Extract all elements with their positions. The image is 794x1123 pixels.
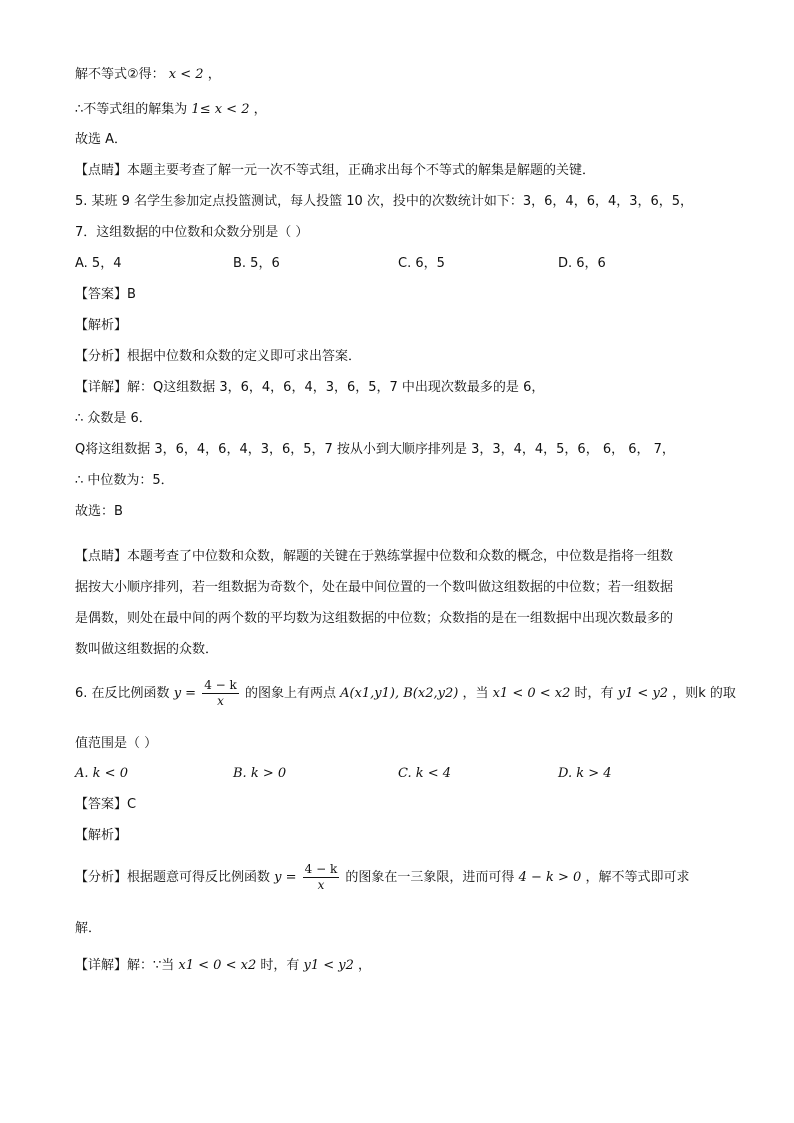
text: ∴不等式组的解集为	[75, 102, 188, 117]
text: 6. 在反比例函数	[75, 686, 170, 701]
math: x < 2	[168, 67, 204, 82]
q5-option-d: D. 6，6	[558, 256, 606, 271]
q6-jiexi: 【解析】	[75, 828, 128, 843]
q6-fenxi-2: 解．	[75, 921, 102, 936]
fraction-denominator: x	[317, 878, 325, 892]
fraction	[202, 678, 239, 709]
question-5-stem: 5. 某班 9 名学生参加定点投篮测试，每人投篮 10 次，投中的次数统计如下：3，6，4，6，4，3，6，5，	[75, 194, 694, 209]
question-6-stem-2: 值范围是（ ）	[75, 736, 158, 751]
text: ，	[207, 67, 221, 82]
question-6-stem	[75, 678, 736, 709]
math: x1 < 0 < x2	[178, 958, 257, 973]
math: 1≤ x < 2	[191, 102, 250, 117]
math: x1 < 0 < x2	[492, 686, 571, 701]
text-line: 故选 A．	[75, 132, 128, 147]
q6-answer: 【答案】C	[75, 797, 137, 812]
q5-dianjing-3: 是偶数，则处在最中间的两个数的平均数为这组数据的中位数；众数指的是在一组数据中出现次数最多的	[75, 611, 674, 626]
math: 4 − k > 0	[518, 870, 582, 885]
text-line	[75, 101, 267, 119]
q5-sorted: Q将这组数据 3，6，4，6，4，3，6，5，7 按从小到大顺序排列是 3，3，4，4，5，6， 6， 6， 7，	[75, 442, 675, 457]
q5-choose: 故选：B	[75, 504, 123, 519]
q6-xiangjie	[75, 957, 371, 975]
text: 【详解】解：∵当	[75, 958, 175, 973]
math: y1 < y2	[303, 958, 354, 973]
q5-option-a: A. 5，4	[75, 256, 122, 271]
text: 的图象上有两点	[244, 686, 336, 701]
text: 时，有	[574, 686, 614, 701]
question-5-stem-2: 7．这组数据的中位数和众数分别是（ ）	[75, 225, 309, 240]
q5-jiexi: 【解析】	[75, 318, 128, 333]
text: 解不等式②得：	[75, 67, 165, 82]
q5-option-b: B. 5，6	[233, 256, 280, 271]
text: ，解不等式即可求	[585, 870, 690, 885]
q6-option-d: D. k > 4	[558, 766, 612, 781]
math: y1 < y2	[617, 686, 669, 701]
q6-fenxi	[75, 862, 689, 893]
q5-mode: ∴ 众数是 6．	[75, 411, 152, 426]
q6-option-c: C. k < 4	[398, 766, 452, 781]
text: ，	[358, 958, 372, 973]
q5-dianjing-4: 数叫做这组数据的众数．	[75, 642, 219, 657]
q5-xiangjie: 【详解】解：Q这组数据 3，6，4，6，4，3，6，5，7 中出现次数最多的是 6，	[75, 380, 545, 395]
math: y =	[274, 870, 297, 885]
q5-fenxi: 【分析】根据中位数和众数的定义即可求出答案．	[75, 349, 362, 364]
q5-dianjing-2: 据按大小顺序排列，若一组数据为奇数个，处在最中间位置的一个数叫做这组数据的中位数；若一组数据	[75, 580, 674, 595]
fraction-numerator: 4 − k	[204, 678, 237, 692]
text: 时，有	[260, 958, 300, 973]
text: 的图象在一三象限，进而可得	[345, 870, 515, 885]
q5-median: ∴ 中位数为：5．	[75, 473, 174, 488]
fraction-denominator: x	[217, 694, 224, 708]
fraction-numerator: 4 − k	[304, 862, 338, 876]
q6-option-b: B. k > 0	[233, 766, 287, 781]
q6-option-a: A. k < 0	[75, 766, 128, 781]
math: y =	[173, 686, 197, 701]
q5-dianjing-1: 【点睛】本题考查了中位数和众数，解题的关键在于熟练掌握中位数和众数的概念，中位数是指将一组数	[75, 549, 674, 564]
math: A(x1,y1), B(x2,y2)	[340, 686, 459, 701]
q5-option-c: C. 6，5	[398, 256, 445, 271]
text: 【分析】根据题意可得反比例函数	[75, 870, 271, 885]
dianjing-line: 【点睛】本题主要考查了解一元一次不等式组，正确求出每个不等式的解集是解题的关键．	[75, 163, 596, 178]
text: ，当	[462, 686, 489, 701]
text: ，则k 的取	[672, 686, 736, 701]
text-line	[75, 66, 221, 84]
q5-answer: 【答案】B	[75, 287, 136, 302]
fraction	[303, 862, 340, 893]
text: ，	[253, 102, 267, 117]
